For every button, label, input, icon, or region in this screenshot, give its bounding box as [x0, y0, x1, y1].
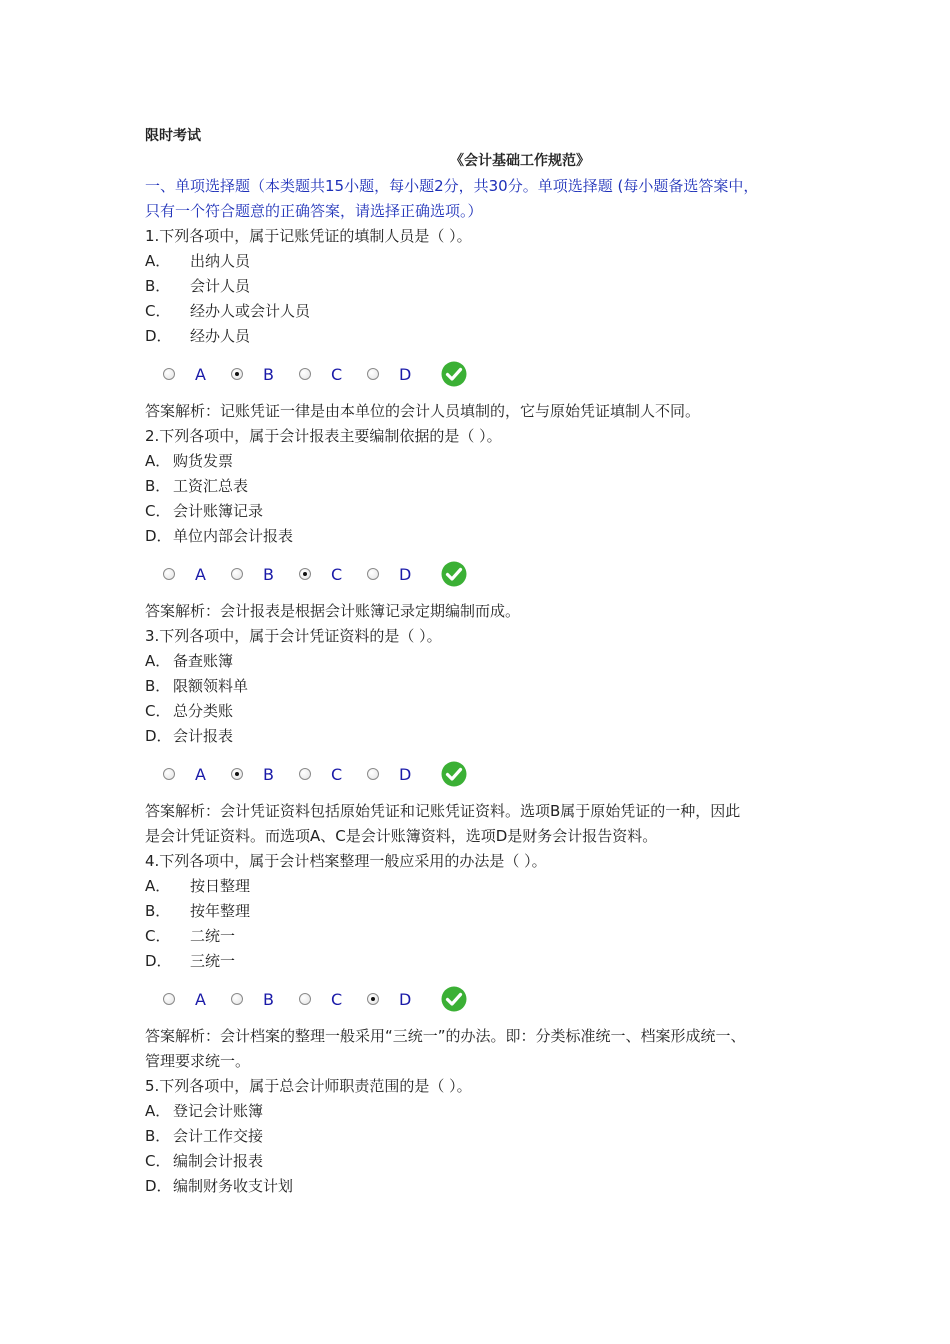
option-key: D． — [145, 952, 172, 970]
choice-c[interactable] — [299, 565, 345, 584]
choice-a[interactable] — [163, 765, 209, 784]
option-b — [145, 674, 825, 699]
radio-a[interactable] — [163, 993, 175, 1005]
option-b — [145, 274, 825, 299]
option-b — [145, 1124, 825, 1149]
option-key: B． — [145, 477, 171, 495]
option-text: 工资汇总表 — [173, 477, 249, 495]
option-d — [145, 1174, 825, 1199]
choice-d[interactable] — [367, 565, 413, 584]
option-key: C． — [145, 302, 171, 320]
choice-letter-c: C — [331, 364, 343, 384]
option-text: 购货发票 — [173, 452, 234, 470]
answer-choices — [145, 974, 825, 1024]
option-text: 会计人员 — [190, 277, 251, 295]
option-d — [145, 949, 825, 974]
radio-c[interactable] — [299, 768, 311, 780]
option-key: D． — [145, 727, 172, 745]
option-key: D． — [145, 1177, 172, 1195]
option-text: 编制会计报表 — [173, 1152, 264, 1170]
question-1 — [145, 224, 825, 424]
choice-d[interactable] — [367, 765, 413, 784]
option-key: C． — [145, 502, 171, 520]
option-c — [145, 699, 825, 724]
option-text: 会计工作交接 — [173, 1127, 264, 1145]
option-text: 经办人员 — [190, 327, 251, 345]
section-heading-line-1: 一、单项选择题（本类题共15小题，每小题2分，共30分。单项选择题 (每小题备选答案中， — [145, 177, 759, 195]
choice-a[interactable] — [163, 565, 209, 584]
option-text: 按年整理 — [190, 902, 251, 920]
radio-c-selected[interactable] — [299, 568, 311, 580]
option-text: 出纳人员 — [190, 252, 251, 270]
option-c — [145, 299, 825, 324]
answer-explanation — [145, 799, 825, 849]
correct-check-icon — [441, 986, 467, 1012]
choice-letter-b: B — [263, 989, 274, 1009]
question-stem: 4.下列各项中，属于会计档案整理一般应采用的办法是（ ）。 — [145, 852, 547, 870]
option-text: 经办人或会计人员 — [190, 302, 311, 320]
option-a — [145, 449, 825, 474]
choice-letter-d: D — [399, 989, 412, 1009]
option-text: 三统一 — [190, 952, 236, 970]
radio-b-selected[interactable] — [231, 368, 243, 380]
choice-letter-b: B — [263, 764, 274, 784]
option-key: B． — [145, 1127, 171, 1145]
option-b — [145, 899, 825, 924]
choice-letter-c: C — [331, 564, 343, 584]
choice-b[interactable] — [231, 365, 277, 384]
choice-letter-c: C — [331, 989, 343, 1009]
choice-letter-a: A — [195, 564, 206, 584]
answer-choices — [145, 749, 825, 799]
radio-c[interactable] — [299, 993, 311, 1005]
option-text: 登记会计账簿 — [173, 1102, 264, 1120]
option-a — [145, 874, 825, 899]
radio-d[interactable] — [367, 768, 379, 780]
radio-a[interactable] — [163, 768, 175, 780]
option-d — [145, 724, 825, 749]
radio-b-selected[interactable] — [231, 768, 243, 780]
answer-choices — [145, 349, 825, 399]
question-stem: 1.下列各项中，属于记账凭证的填制人员是（ ）。 — [145, 227, 472, 245]
option-text: 二统一 — [190, 927, 236, 945]
radio-c[interactable] — [299, 368, 311, 380]
option-text: 会计账簿记录 — [173, 502, 264, 520]
correct-check-icon — [441, 361, 467, 387]
option-key: D． — [145, 327, 172, 345]
radio-a[interactable] — [163, 568, 175, 580]
option-text: 按日整理 — [190, 877, 251, 895]
correct-check-icon — [441, 561, 467, 587]
option-key: A． — [145, 252, 171, 270]
option-key: C． — [145, 927, 171, 945]
choice-d[interactable] — [367, 365, 413, 384]
option-key: C． — [145, 1152, 171, 1170]
choice-c[interactable] — [299, 365, 345, 384]
question-stem: 2.下列各项中，属于会计报表主要编制依据的是（ ）。 — [145, 427, 502, 445]
option-key: A． — [145, 452, 171, 470]
answer-explanation: 答案解析：记账凭证一律是由本单位的会计人员填制的，它与原始凭证填制人不同。 — [145, 402, 701, 420]
option-text: 备查账簿 — [173, 652, 234, 670]
answer-explanation: 答案解析：会计报表是根据会计账簿记录定期编制而成。 — [145, 602, 521, 620]
option-key: A． — [145, 1102, 171, 1120]
option-c — [145, 1149, 825, 1174]
answer-choices — [145, 549, 825, 599]
question-stem: 5.下列各项中，属于总会计师职责范围的是（ ）。 — [145, 1077, 472, 1095]
question-5 — [145, 1074, 825, 1199]
choice-letter-a: A — [195, 764, 206, 784]
explanation-line-1: 答案解析：会计凭证资料包括原始凭证和记账凭证资料。选项B属于原始凭证的一种，因此 — [145, 802, 741, 820]
question-stem: 3.下列各项中，属于会计凭证资料的是（ ）。 — [145, 627, 442, 645]
exam-document — [145, 124, 825, 1199]
option-key: B． — [145, 677, 171, 695]
radio-b[interactable] — [231, 993, 243, 1005]
option-text: 编制财务收支计划 — [173, 1177, 294, 1195]
choice-letter-d: D — [399, 764, 412, 784]
choice-a[interactable] — [163, 365, 209, 384]
radio-d[interactable] — [367, 568, 379, 580]
choice-letter-c: C — [331, 764, 343, 784]
explanation-line-1: 答案解析：会计档案的整理一般采用“三统一”的办法。即：分类标准统一、档案形成统一、 — [145, 1027, 746, 1045]
choice-letter-b: B — [263, 564, 274, 584]
explanation-line-2: 是会计凭证资料。而选项A、C是会计账簿资料，选项D是财务会计报告资料。 — [145, 827, 658, 845]
option-key: B． — [145, 277, 171, 295]
option-a — [145, 249, 825, 274]
option-key: B． — [145, 902, 171, 920]
option-key: A． — [145, 877, 171, 895]
question-4 — [145, 849, 825, 1074]
option-text: 会计报表 — [173, 727, 234, 745]
choice-b[interactable] — [231, 765, 277, 784]
radio-a[interactable] — [163, 368, 175, 380]
question-2 — [145, 424, 825, 624]
document-title: 《会计基础工作规范》 — [450, 153, 590, 169]
option-d — [145, 524, 825, 549]
choice-c[interactable] — [299, 990, 345, 1009]
choice-c[interactable] — [299, 765, 345, 784]
option-c — [145, 924, 825, 949]
section-heading — [145, 174, 825, 224]
answer-explanation — [145, 1024, 825, 1074]
choice-letter-a: A — [195, 989, 206, 1009]
choice-a[interactable] — [163, 990, 209, 1009]
option-key: A． — [145, 652, 171, 670]
explanation-line-2: 管理要求统一。 — [145, 1052, 251, 1070]
question-3 — [145, 624, 825, 849]
radio-b[interactable] — [231, 568, 243, 580]
choice-letter-d: D — [399, 364, 412, 384]
radio-d-selected[interactable] — [367, 993, 379, 1005]
section-heading-line-2: 只有一个符合题意的正确答案，请选择正确选项。） — [145, 202, 483, 220]
option-text: 限额领料单 — [173, 677, 249, 695]
option-text: 总分类账 — [173, 702, 234, 720]
choice-b[interactable] — [231, 990, 277, 1009]
option-a — [145, 649, 825, 674]
option-key: D． — [145, 527, 172, 545]
choice-b[interactable] — [231, 565, 277, 584]
option-b — [145, 474, 825, 499]
option-c — [145, 499, 825, 524]
correct-check-icon — [441, 761, 467, 787]
option-text: 单位内部会计报表 — [173, 527, 294, 545]
radio-d[interactable] — [367, 368, 379, 380]
choice-letter-a: A — [195, 364, 206, 384]
option-d — [145, 324, 825, 349]
choice-letter-b: B — [263, 364, 274, 384]
exam-label: 限时考试 — [145, 128, 201, 144]
option-key: C． — [145, 702, 171, 720]
choice-d[interactable] — [367, 990, 413, 1009]
option-a — [145, 1099, 825, 1124]
choice-letter-d: D — [399, 564, 412, 584]
